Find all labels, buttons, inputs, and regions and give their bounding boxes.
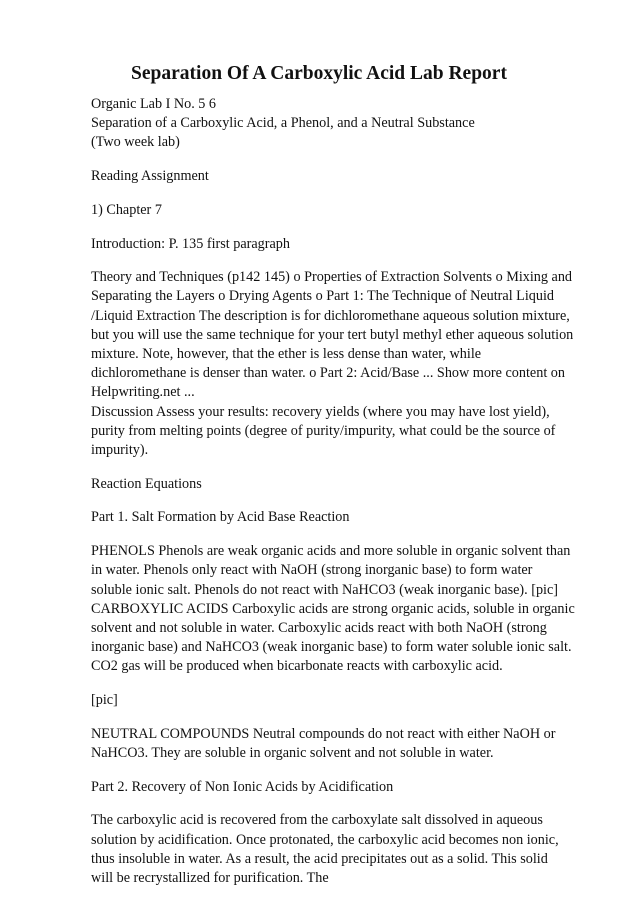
text-line: Helpwriting.net ... <box>91 384 195 401</box>
text-line: Discussion Assess your results: recovery yields (where you may have lost yield), <box>91 403 550 420</box>
text-line: mixture. Note, however, that the ether is less dense than water, while <box>91 346 482 363</box>
paragraph <box>91 725 591 763</box>
text-line: soluble ionic salt. Phenols do not react with NaHCO3 (weak inorganic base). [pic] <box>91 581 559 598</box>
text-line: in water. Phenols only react with NaOH (strong inorganic base) to form water <box>91 562 533 579</box>
text-line: [pic] <box>91 692 118 709</box>
text-line: CO2 gas will be produced when bicarbonate reacts with carboxylic acid. <box>91 658 503 675</box>
text-line: inorganic base) and NaHCO3 (weak inorganic base) to form water soluble ionic salt. <box>91 639 572 656</box>
text-line: solvent and not soluble in water. Carboxylic acids react with both NaOH (strong <box>91 619 547 636</box>
document-body <box>91 95 591 903</box>
text-line: solution by acidification. Once protonated, the carboxylic acid becomes non ionic, <box>91 831 559 848</box>
text-line: dichloromethane is denser than water. o Part 2: Acid/Base ... Show more content on <box>91 365 565 382</box>
paragraph <box>91 508 591 527</box>
text-line: Reading Assignment <box>91 168 209 185</box>
text-line: The carboxylic acid is recovered from the carboxylate salt dissolved in aqueous <box>91 812 543 829</box>
text-line: will be recrystallized for purification. The <box>91 870 329 886</box>
paragraph <box>91 235 591 254</box>
paragraph <box>91 268 591 402</box>
page-title: Separation Of A Carboxylic Acid Lab Report <box>131 63 507 84</box>
text-line: Reaction Equations <box>91 475 202 492</box>
text-line: Separation of a Carboxylic Acid, a Phenol, and a Neutral Substance <box>91 115 475 132</box>
text-line: NaHCO3. They are soluble in organic solvent and not soluble in water. <box>91 744 494 761</box>
text-line: NEUTRAL COMPOUNDS Neutral compounds do not react with either NaOH or <box>91 725 556 742</box>
paragraph <box>91 167 591 186</box>
text-line: Theory and Techniques (p142 145) o Properties of Extraction Solvents o Mixing and <box>91 269 573 286</box>
text-line: Part 2. Recovery of Non Ionic Acids by Acidification <box>91 778 394 795</box>
text-line: CARBOXYLIC ACIDS Carboxylic acids are strong organic acids, soluble in organic <box>91 600 575 617</box>
text-line: (Two week lab) <box>91 134 180 151</box>
text-line: Introduction: P. 135 first paragraph <box>91 235 290 252</box>
text-line: impurity). <box>91 442 149 459</box>
text-line: but you will use the same technique for your tert butyl methyl ether aqueous solution <box>91 326 574 343</box>
text-line: /Liquid Extraction The description is for dichloromethane aqueous solution mixture, <box>91 307 570 324</box>
paragraph <box>91 403 591 461</box>
paragraph <box>91 475 591 494</box>
paragraph <box>91 201 591 220</box>
text-line: PHENOLS Phenols are weak organic acids and more soluble in organic solvent than <box>91 543 571 560</box>
text-line: Organic Lab I No. 5 6 <box>91 96 217 112</box>
paragraph <box>91 95 591 153</box>
text-line: Separating the Layers o Drying Agents o Part 1: The Technique of Neutral Liquid <box>91 288 555 305</box>
text-line: Part 1. Salt Formation by Acid Base Reaction <box>91 509 350 526</box>
paragraph <box>91 542 591 676</box>
paragraph <box>91 811 591 888</box>
text-line: 1) Chapter 7 <box>91 201 162 218</box>
text-line: purity from melting points (degree of purity/impurity, what could be the source of <box>91 422 556 439</box>
text-line: thus insoluble in water. As a result, the acid precipitates out as a solid. This solid <box>91 850 548 867</box>
paragraph <box>91 691 591 710</box>
paragraph <box>91 778 591 797</box>
